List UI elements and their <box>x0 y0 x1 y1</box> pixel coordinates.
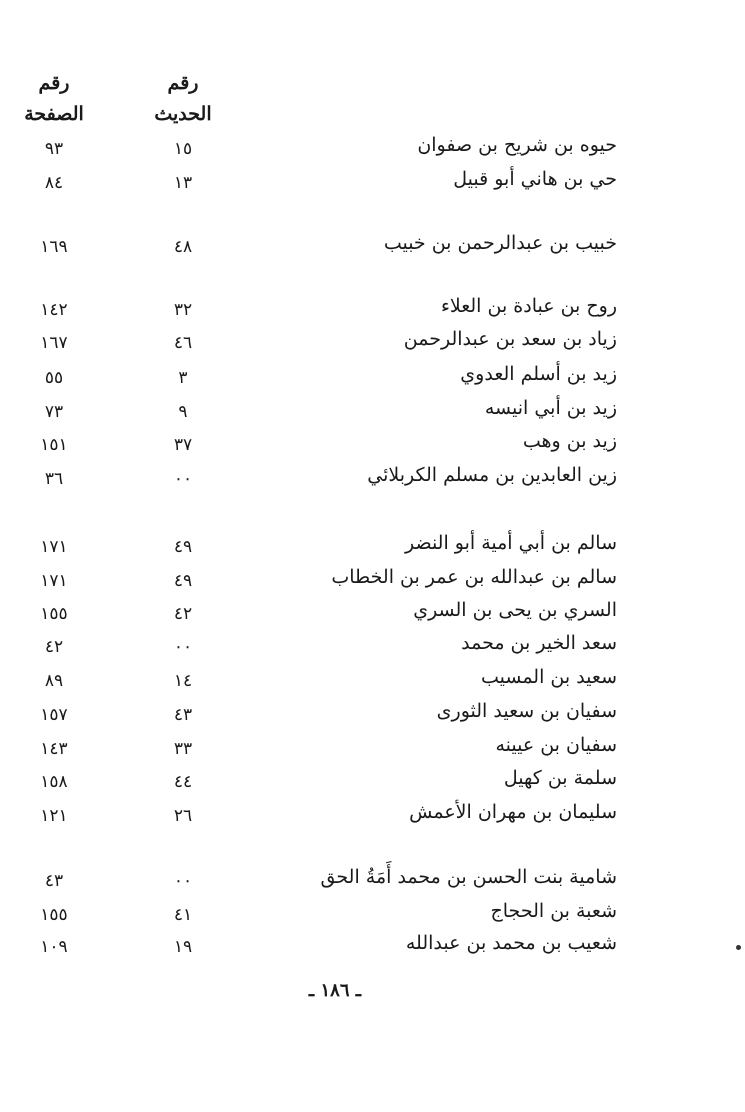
page-number: ١٧١ <box>40 571 68 591</box>
page-number: ٤٢ <box>44 637 64 657</box>
hadith-number: ٣٢ <box>173 300 193 320</box>
index-row <box>0 291 745 323</box>
narrator-name: سالم بن أبي أمية أبو النضر <box>404 532 617 554</box>
page-number: ١٤٣ <box>40 739 68 759</box>
page-number: ١٢١ <box>40 806 68 826</box>
header-hadith-number-line2: الحديث <box>154 103 212 125</box>
header-hadith-number <box>130 68 236 130</box>
index-row <box>0 763 745 795</box>
index-row <box>0 130 745 162</box>
header-hadith-number-line1: رقم <box>167 72 199 94</box>
narrator-name: سفيان بن سعيد الثورى <box>436 700 617 722</box>
page-number: ١٦٩ <box>40 237 68 257</box>
narrator-name: زيد بن أبي انيسه <box>484 397 617 419</box>
hadith-number: ٣٣ <box>173 739 193 759</box>
hadith-number: ٤٢ <box>173 604 193 624</box>
index-row <box>0 696 745 728</box>
page-number: ٥٥ <box>44 368 64 388</box>
index-row <box>0 228 745 260</box>
narrator-name: روح بن عبادة بن العلاء <box>440 295 617 317</box>
index-row <box>0 393 745 425</box>
hadith-number: ٣ <box>178 368 188 388</box>
narrator-name: سليمان بن مهران الأعمش <box>409 801 617 823</box>
index-row <box>0 528 745 560</box>
page-footer <box>270 980 400 1001</box>
footer-dash-left: ـ <box>308 980 315 1001</box>
narrator-name: زياد بن سعد بن عبدالرحمن <box>403 328 617 350</box>
narrator-name: خبيب بن عبدالرحمن بن خبيب <box>383 232 617 254</box>
narrator-name: زين العابدين بن مسلم الكربلائي <box>367 464 617 486</box>
page-number: ٧٣ <box>44 402 64 422</box>
narrator-name: شعبة بن الحجاج <box>490 900 617 922</box>
hadith-number: ٩ <box>178 402 188 422</box>
hadith-number: ٣٧ <box>173 435 193 455</box>
index-row <box>0 896 745 928</box>
index-row <box>0 928 745 960</box>
index-row <box>0 562 745 594</box>
page-number: ١٧١ <box>40 537 68 557</box>
page-number: ١٥٥ <box>40 905 68 925</box>
narrator-name: شامية بنت الحسن بن محمد أَمَةُ الحق <box>320 866 617 888</box>
hadith-number: ٤٤ <box>173 772 193 792</box>
narrator-name: سعيد بن المسيب <box>480 666 617 688</box>
page-number: ٨٩ <box>44 671 64 691</box>
hadith-number: ١٣ <box>173 173 193 193</box>
page-number: ١٥٥ <box>40 604 68 624</box>
narrator-name: زيد بن أسلم العدوي <box>460 363 617 385</box>
hadith-number: ٠٠ <box>173 871 193 891</box>
hadith-number: ٤١ <box>173 905 193 925</box>
narrator-name: زيد بن وهب <box>522 430 617 452</box>
page-number: ١٦٧ <box>40 333 68 353</box>
narrator-name: سفيان بن عيينه <box>495 734 617 756</box>
narrator-name: سالم بن عبدالله بن عمر بن الخطاب <box>331 566 617 588</box>
hadith-number: ١٤ <box>173 671 193 691</box>
hadith-number: ١٥ <box>173 139 193 159</box>
page-number: ٨٤ <box>44 173 64 193</box>
narrator-name: سعد الخير بن محمد <box>461 632 617 654</box>
page-number: ١٥٨ <box>40 772 68 792</box>
scan-speck <box>736 945 741 950</box>
footer-page-number: ١٨٦ <box>320 980 350 1001</box>
index-row <box>0 662 745 694</box>
index-row <box>0 730 745 762</box>
hadith-number: ٢٦ <box>173 806 193 826</box>
page-number: ٩٣ <box>44 139 64 159</box>
narrator-name: حي بن هاني أبو قبيل <box>453 168 617 190</box>
hadith-number: ٤٩ <box>173 571 193 591</box>
page-number: ١٤٢ <box>40 300 68 320</box>
index-row <box>0 359 745 391</box>
narrator-name: السري بن يحى بن السري <box>413 599 617 621</box>
footer-dash-right: ـ <box>355 980 362 1001</box>
narrator-name: شعيب بن محمد بن عبدالله <box>405 932 617 954</box>
hadith-number: ٤٨ <box>173 237 193 257</box>
index-row <box>0 797 745 829</box>
header-page-number <box>8 68 100 130</box>
hadith-number: ٤٦ <box>173 333 193 353</box>
index-row <box>0 628 745 660</box>
hadith-number: ٤٣ <box>173 705 193 725</box>
index-row <box>0 862 745 894</box>
header-page-number-line2: الصفحة <box>24 103 84 125</box>
index-row <box>0 164 745 196</box>
page-number: ٣٦ <box>44 469 64 489</box>
header-page-number-line1: رقم <box>38 72 70 94</box>
hadith-number: ٤٩ <box>173 537 193 557</box>
index-row <box>0 324 745 356</box>
index-row <box>0 426 745 458</box>
index-row <box>0 595 745 627</box>
page-number: ١٠٩ <box>40 937 68 957</box>
hadith-number: ٠٠ <box>173 637 193 657</box>
page-number: ١٥١ <box>40 435 68 455</box>
page-number: ١٥٧ <box>40 705 68 725</box>
narrator-name: سلمة بن كهيل <box>503 767 617 789</box>
index-row <box>0 460 745 492</box>
narrator-name: حيوه بن شريح بن صفوان <box>417 134 617 156</box>
hadith-number: ١٩ <box>173 937 193 957</box>
hadith-number: ٠٠ <box>173 469 193 489</box>
page-number: ٤٣ <box>44 871 64 891</box>
